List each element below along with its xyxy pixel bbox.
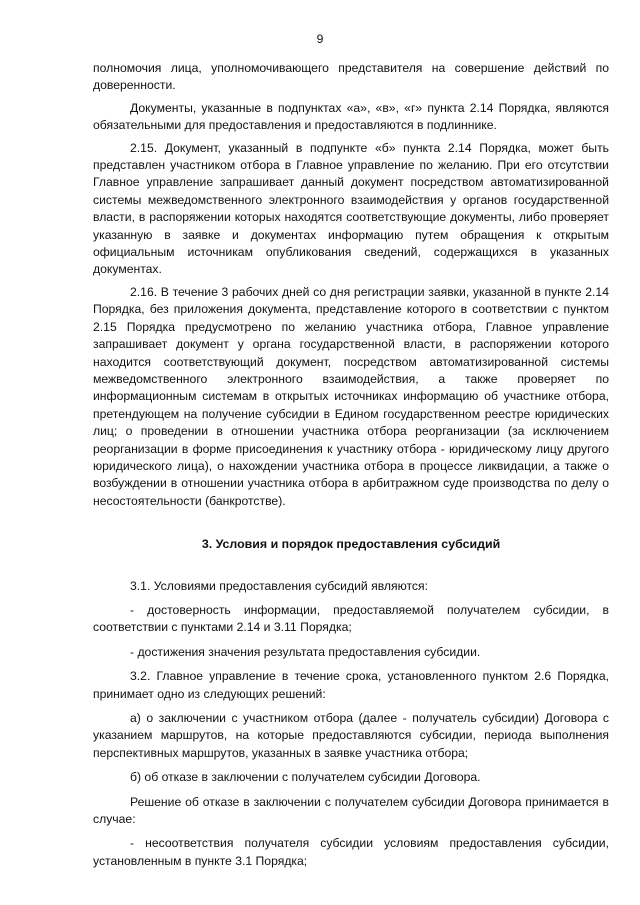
- paragraph: 3.1. Условиями предоставления субсидий являются:: [130, 578, 429, 593]
- section-heading: 3. Условия и порядок предоставления субсидий: [201, 537, 501, 552]
- paragraph: 2.16. В течение 3 рабочих дней со дня регистрации заявки, указанной в пункте 2.14 Порядка, без приложения документа, представление которого в соответствии с пунктом 2.15 Порядка предусмотрено по желанию участника отбора, Главное управление запрашивает документ у органа государственной власти, в распоряжении которого находится соответствующий документ, посредством автоматизированной системы межведомственного электронного взаимодействия, а также проверяет по информационным системам в открытых источниках информацию об участнике отбора, претендующем на получение субсидии в Едином государственном реестре юридических лиц; о проведении в отношении участника отбора реорганизации (за исключением реорганизации в форме присоединения к участнику отбора - юридическому лицу другого юридического лица), о нахождении участника отбора в процессе ликвидации, а также о возбуждении в отношении участника отбора в арбитражном суде производства по делу о несостоятельности (банкротстве).: [93, 284, 609, 508]
- paragraph: 2.15. Документ, указанный в подпункте «б» пункта 2.14 Порядка, может быть представлен участником отбора в Главное управление по желанию. При его отсутствии Главное управление запрашивает данный документ посредством автоматизированной системы межведомственного электронного взаимодействия у органов государственной власти, в распоряжении которых находятся соответствующие документы, либо проверяет указанную в заявке и документах информацию путем обращения к открытым официальным источникам опубликования сведений, содержащихся в указанных документах.: [93, 140, 609, 277]
- paragraph: полномочия лица, уполномочивающего представителя на совершение действий по доверенности.: [93, 61, 609, 93]
- paragraph: Документы, указанные в подпунктах «а», «в», «г» пункта 2.14 Порядка, являются обязательными для предоставления и предоставляются в подлиннике.: [93, 100, 609, 133]
- paragraph: Решение об отказе в заключении с получателем субсидии Договора принимается в случае:: [93, 794, 609, 827]
- page-number: 9: [316, 32, 324, 46]
- document-body: [93, 60, 609, 870]
- paragraph: б) об отказе в заключении с получателем субсидии Договора.: [130, 770, 481, 785]
- paragraph: 3.2. Главное управление в течение срока, установленного пунктом 2.6 Порядка, принимает одно из следующих решений:: [93, 669, 609, 701]
- paragraph: - достижения значения результата предоставления субсидии.: [130, 644, 481, 659]
- paragraph: а) о заключении с участником отбора (далее - получатель субсидии) Договора с указанием маршрутов, на которые предоставляются субсидии, периода выполнения перспективных маршрутов, указанных в заявке участника отбора;: [93, 711, 609, 760]
- paragraph: - несоответствия получателя субсидии условиям предоставления субсидии, установленным в пункте 3.1 Порядка;: [93, 836, 609, 868]
- paragraph: - достоверность информации, предоставляемой получателем субсидии, в соответствии с пунктами 2.14 и 3.11 Порядка;: [93, 602, 609, 635]
